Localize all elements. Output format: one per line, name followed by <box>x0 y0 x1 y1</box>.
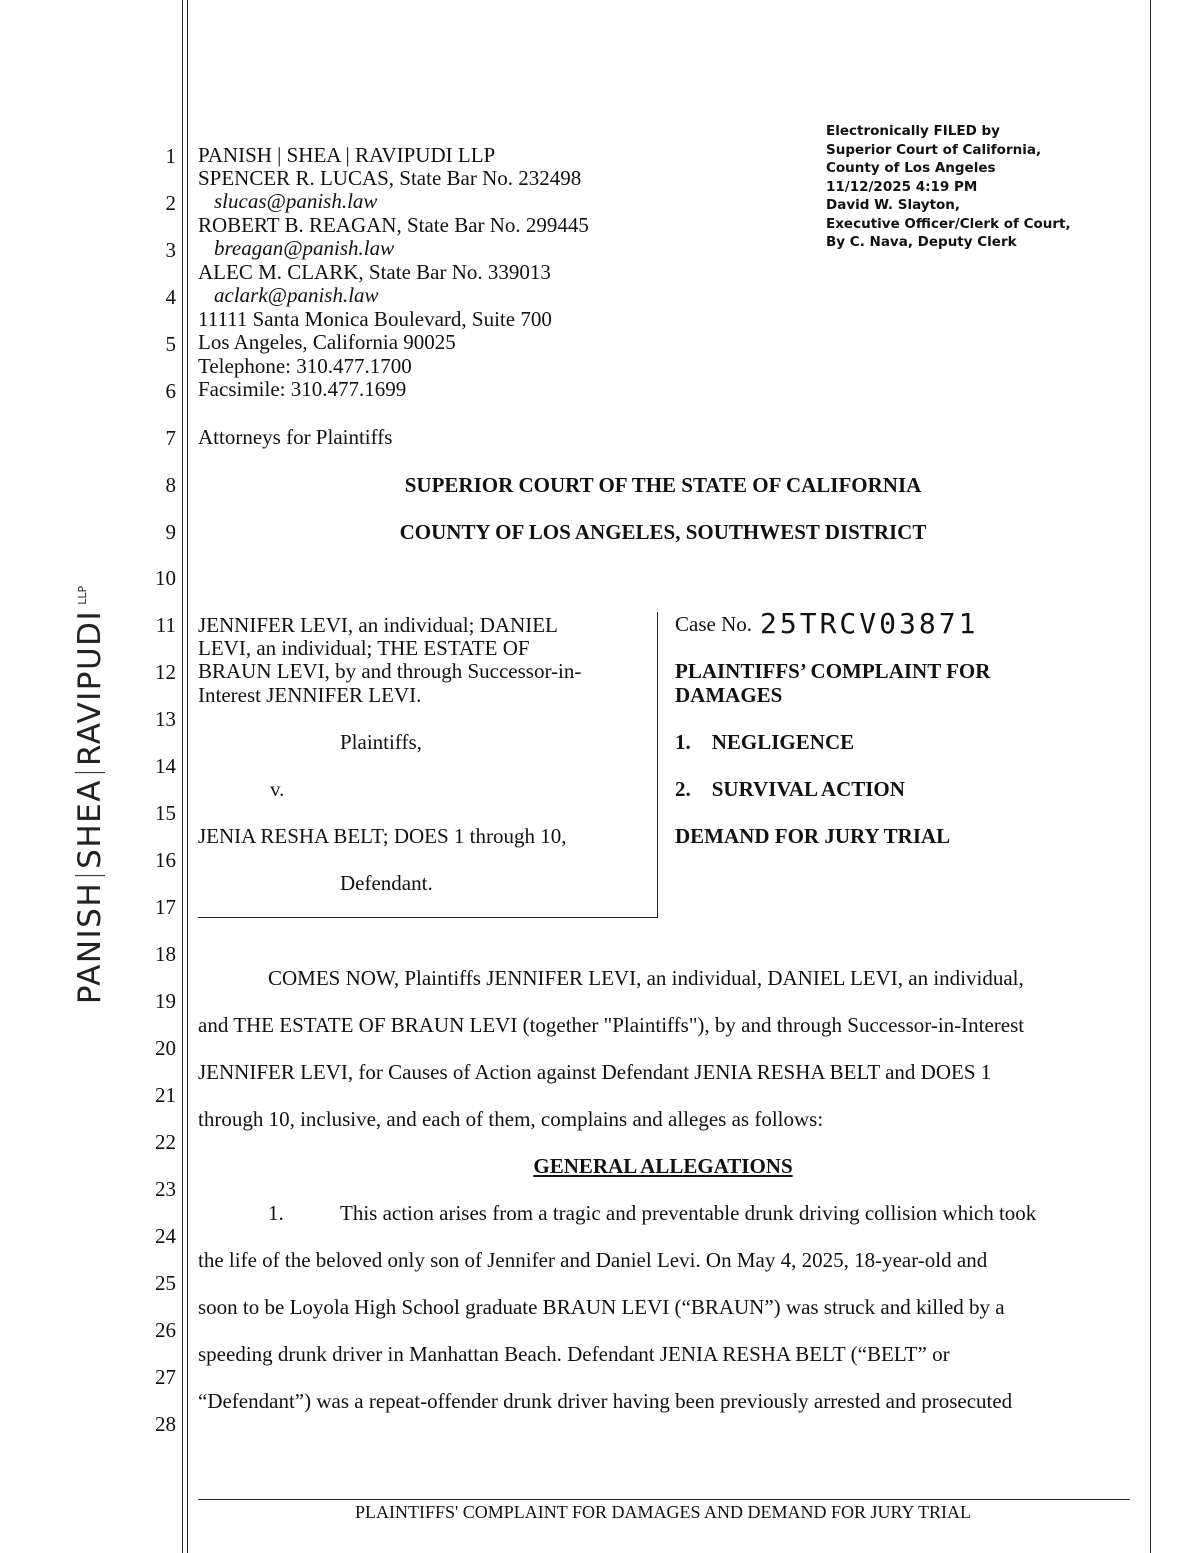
case-number-row <box>675 607 979 640</box>
line-number: 10 <box>155 566 176 590</box>
line-number: 25 <box>155 1271 176 1295</box>
footer-rule <box>198 1499 1130 1500</box>
cause-of-action-1 <box>675 731 854 755</box>
line-number: 26 <box>155 1318 176 1342</box>
body-line: and THE ESTATE OF BRAUN LEVI (together "Plaintiffs"), by and through Successor-in-Interest <box>198 1013 1025 1037</box>
line-number: 8 <box>165 473 176 497</box>
right-margin-rule <box>1150 0 1151 1553</box>
attorney-name: ROBERT B. REAGAN, State Bar No. 299445 <box>198 213 589 237</box>
section-heading: GENERAL ALLEGATIONS <box>533 1154 793 1178</box>
line-number: 14 <box>155 754 176 778</box>
line-number: 1 <box>165 144 176 168</box>
line-number: 27 <box>155 1365 176 1389</box>
stamp-line: Electronically FILED by <box>826 123 1000 139</box>
line-number: 7 <box>165 426 176 450</box>
line-number: 5 <box>165 332 176 356</box>
body-line: speeding drunk driver in Manhattan Beach. Defendant JENIA RESHA BELT (“BELT” or <box>198 1342 950 1366</box>
firm-logo-shea: SHEA <box>72 779 108 869</box>
line-number: 16 <box>155 848 176 872</box>
complaint-title-line: PLAINTIFFS’ COMPLAINT FOR <box>675 659 991 683</box>
attorney-name: ALEC M. CLARK, State Bar No. 339013 <box>198 260 551 284</box>
line-number: 22 <box>155 1130 176 1154</box>
complaint-title-line: DAMAGES <box>675 683 783 707</box>
line-number: 23 <box>155 1177 176 1201</box>
body-line: “Defendant”) was a repeat-offender drunk driver having been previously arrested and prosecuted <box>198 1389 1013 1413</box>
line-number: 21 <box>155 1083 176 1107</box>
stamp-line: Superior Court of California, <box>826 141 1042 158</box>
line-number: 19 <box>155 989 176 1013</box>
body-line: soon to be Loyola High School graduate BRAUN LEVI (“BRAUN”) was struck and killed by a <box>198 1295 1005 1319</box>
caption-bottom-rule <box>198 917 658 918</box>
address-line: 11111 Santa Monica Boulevard, Suite 700 <box>198 307 552 331</box>
plaintiffs-line: BRAUN LEVI, by and through Successor-in- <box>198 659 582 683</box>
plaintiffs-line: Interest JENNIFER LEVI. <box>198 683 422 707</box>
address-line: Los Angeles, California 90025 <box>198 330 456 354</box>
line-number: 2 <box>165 191 176 215</box>
caption-divider <box>657 612 658 917</box>
defendants-line: JENIA RESHA BELT; DOES 1 through 10, <box>198 824 567 848</box>
plaintiffs-label: Plaintiffs, <box>340 730 422 754</box>
firm-name: PANISH | SHEA | RAVIPUDI LLP <box>198 143 496 167</box>
line-number: 3 <box>165 238 176 262</box>
stamp-line: County of Los Angeles <box>826 160 996 176</box>
body-line: JENNIFER LEVI, for Causes of Action against Defendant JENIA RESHA BELT and DOES 1 <box>198 1060 992 1084</box>
line-number: 9 <box>165 520 176 544</box>
attorneys-for: Attorneys for Plaintiffs <box>198 425 393 449</box>
attorney-email: breagan@panish.law <box>214 236 395 260</box>
cause-number: 1. <box>675 730 691 754</box>
firm-logo-ravipudi: RAVIPUDI <box>72 609 108 767</box>
cause-title: SURVIVAL ACTION <box>711 777 905 801</box>
line-number: 15 <box>155 801 176 825</box>
versus: v. <box>270 777 285 801</box>
defendant-label: Defendant. <box>340 871 433 895</box>
attorney-name: SPENCER R. LUCAS, State Bar No. 232498 <box>198 166 582 190</box>
jury-demand: DEMAND FOR JURY TRIAL <box>675 824 951 848</box>
firm-logo-panish: PANISH <box>72 881 108 1005</box>
body-line: through 10, inclusive, and each of them, complains and alleges as follows: <box>198 1107 824 1131</box>
body-line: the life of the beloved only son of Jennifer and Daniel Levi. On May 4, 2025, 18-year-old and <box>198 1248 988 1272</box>
filing-stamp <box>826 122 1071 252</box>
attorney-email: aclark@panish.law <box>214 283 379 307</box>
line-number: 12 <box>155 660 176 684</box>
facsimile: Facsimile: 310.477.1699 <box>198 377 407 401</box>
attorney-email: slucas@panish.law <box>214 189 378 213</box>
footer-title: PLAINTIFFS' COMPLAINT FOR DAMAGES AND DEMAND FOR JURY TRIAL <box>355 1502 971 1522</box>
body-line: This action arises from a tragic and preventable drunk driving collision which took <box>340 1201 1037 1225</box>
cause-title: NEGLIGENCE <box>711 730 855 754</box>
cause-of-action-2 <box>675 778 905 802</box>
telephone: Telephone: 310.477.1700 <box>198 354 412 378</box>
stamp-line: Executive Officer/Clerk of Court, <box>826 215 1071 232</box>
court-county: COUNTY OF LOS ANGELES, SOUTHWEST DISTRICT <box>399 520 927 544</box>
line-number: 6 <box>165 379 176 403</box>
line-number: 24 <box>155 1224 176 1248</box>
plaintiffs-line: LEVI, an individual; THE ESTATE OF <box>198 636 530 660</box>
body-line: COMES NOW, Plaintiffs JENNIFER LEVI, an individual, DANIEL LEVI, an individual, <box>268 966 1024 990</box>
left-margin-rule-2 <box>187 0 188 1553</box>
line-number: 20 <box>155 1036 176 1060</box>
plaintiffs-line: JENNIFER LEVI, an individual; DANIEL <box>198 613 558 637</box>
line-number: 28 <box>155 1412 176 1436</box>
line-number: 4 <box>165 285 176 309</box>
case-number-label: Case No. <box>675 612 752 636</box>
case-number: 25TRCV03871 <box>760 607 979 640</box>
firm-logo-llp: LLP <box>76 585 89 605</box>
court-name: SUPERIOR COURT OF THE STATE OF CALIFORNIA <box>404 473 922 497</box>
line-number: 11 <box>155 613 176 637</box>
line-number: 17 <box>155 895 176 919</box>
line-number: 18 <box>155 942 176 966</box>
line-number: 13 <box>155 707 176 731</box>
stamp-line: By C. Nava, Deputy Clerk <box>826 234 1017 250</box>
cause-number: 2. <box>675 777 691 801</box>
stamp-line: 11/12/2025 4:19 PM <box>826 178 978 195</box>
stamp-line: David W. Slayton, <box>826 197 961 213</box>
left-margin-rule-1 <box>182 0 183 1553</box>
paragraph-number: 1. <box>268 1201 284 1225</box>
